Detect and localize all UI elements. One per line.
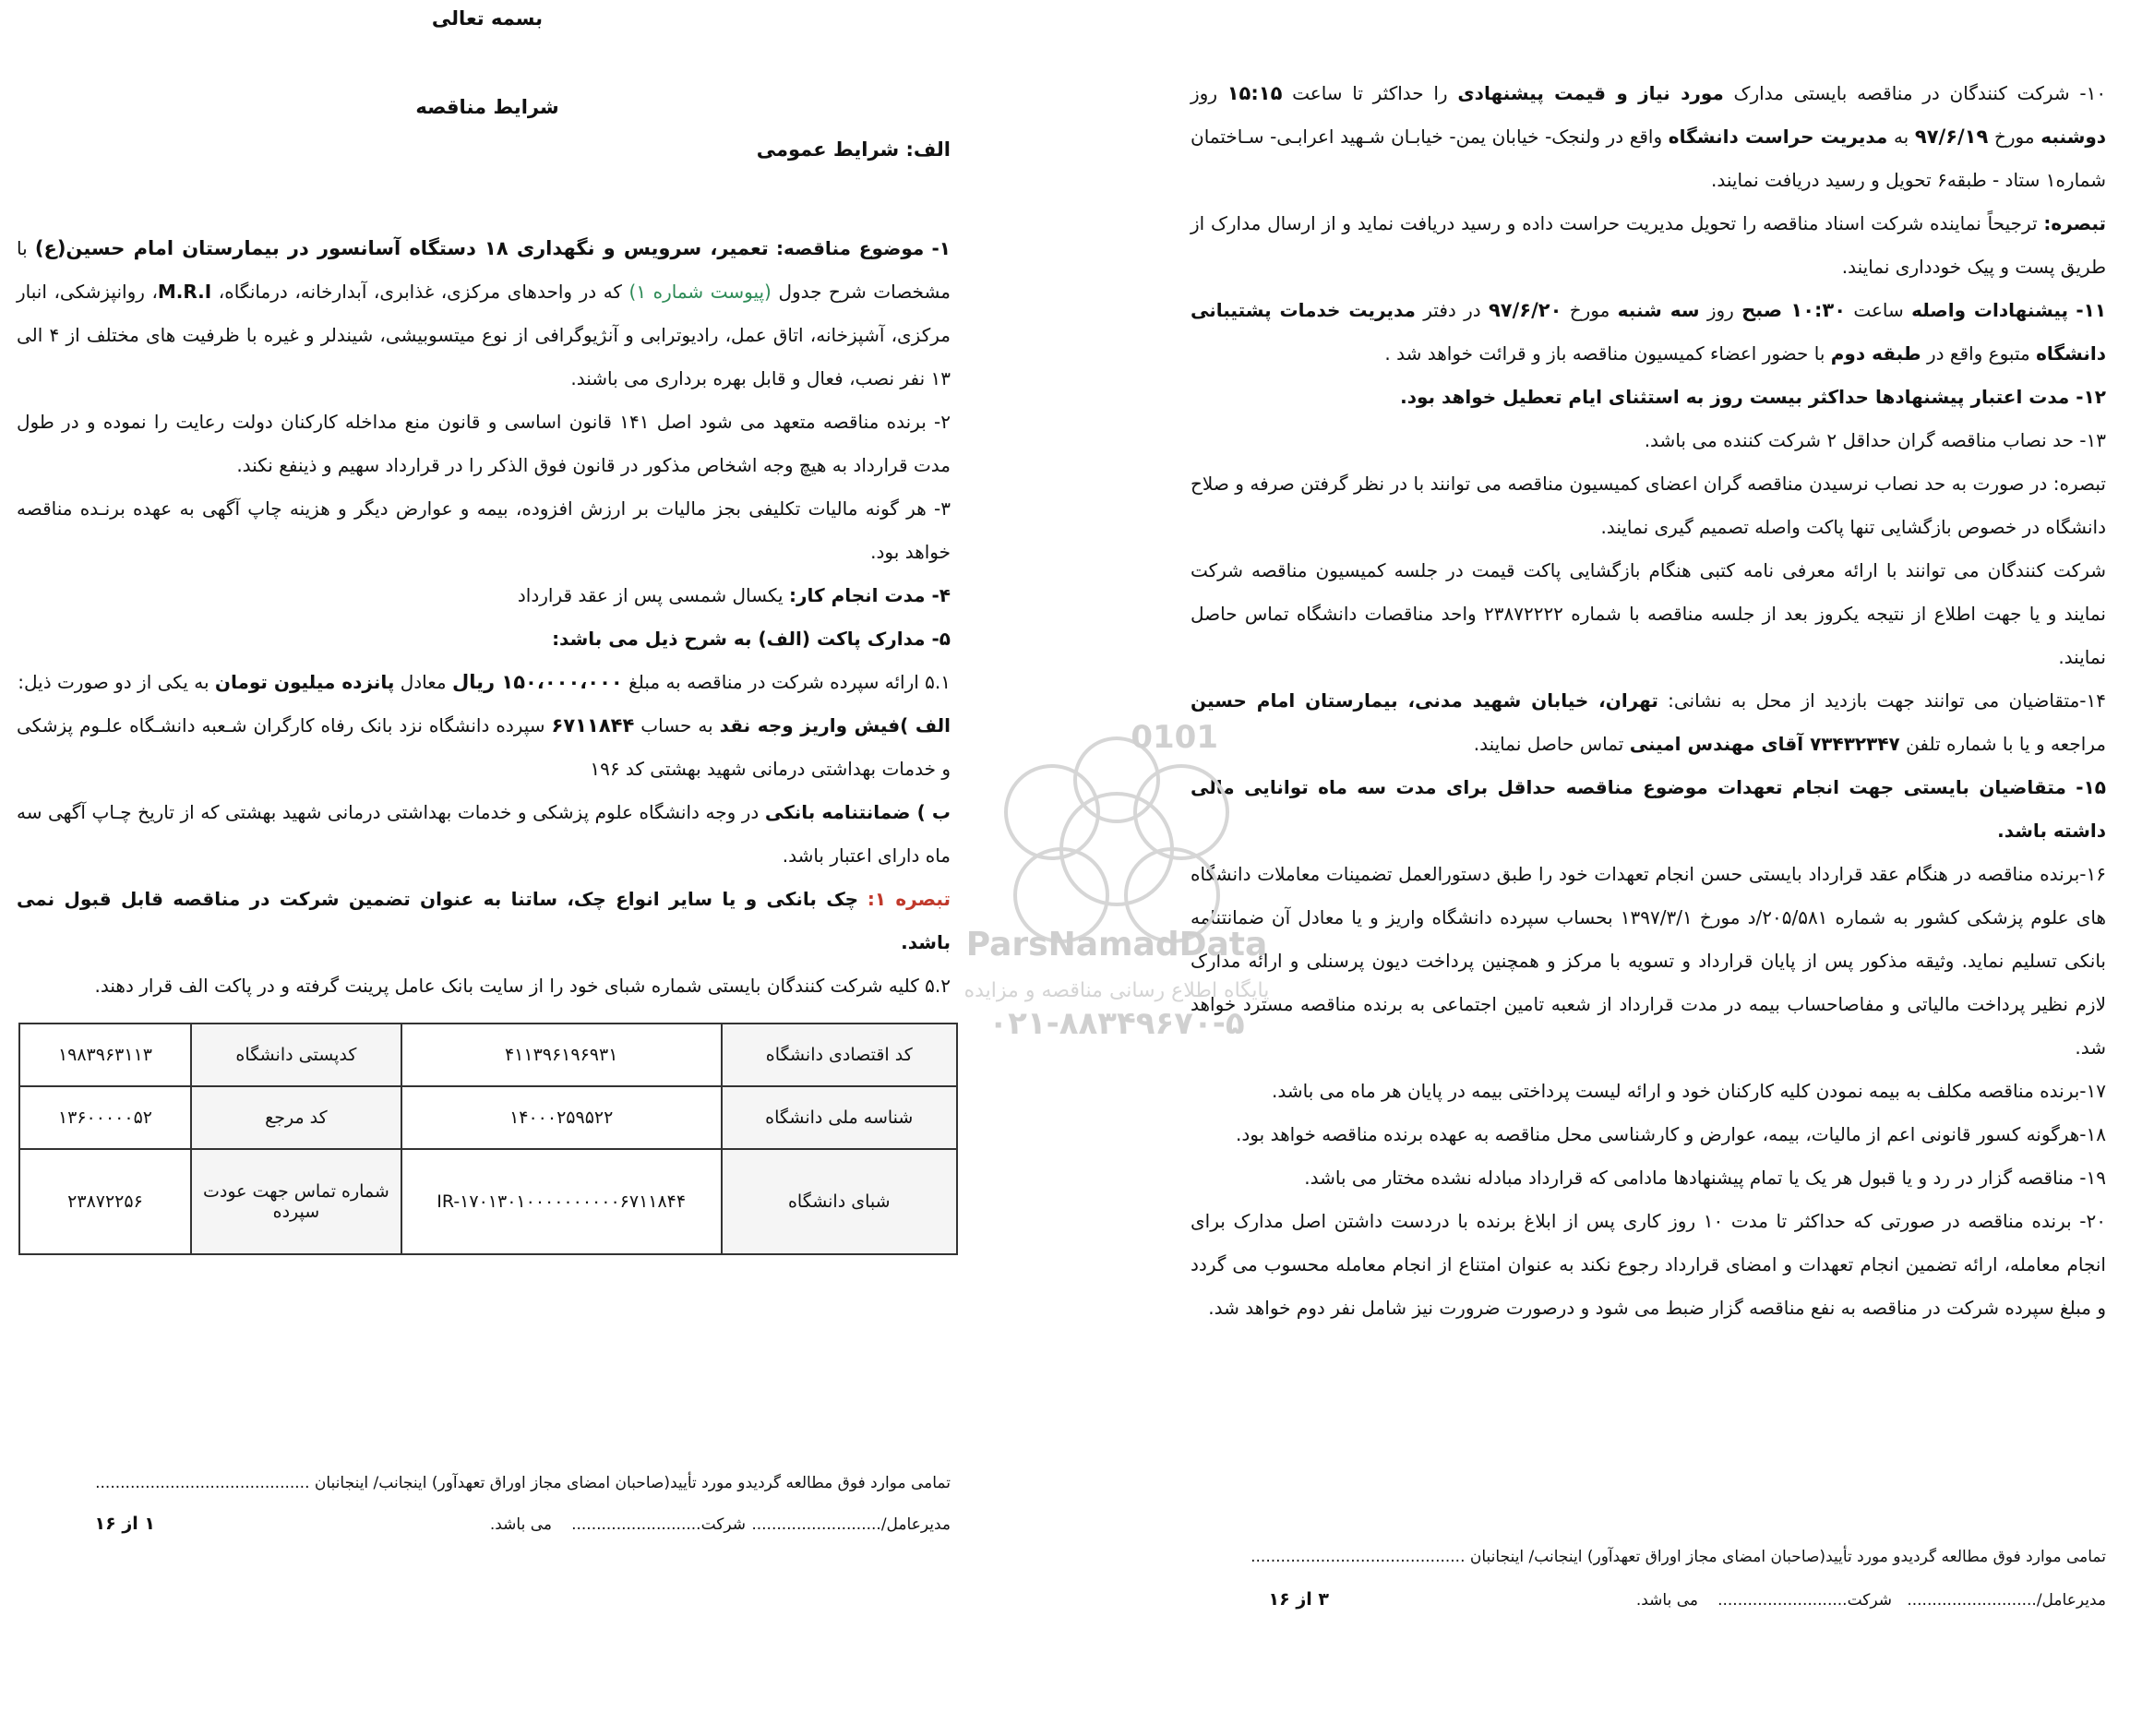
item-11-office: مدیریت خدمات پشتیبانی دانشگاه	[1191, 299, 2106, 365]
account-number: ۶۷۱۱۸۴۴	[551, 714, 635, 736]
note-1	[17, 878, 951, 964]
item-11	[1191, 289, 2106, 376]
item-10-text-d: مورخ	[1993, 126, 2035, 148]
signature-company: شرکت..........................	[1717, 1591, 1892, 1610]
note-10-text: ترجیحاً نماینده شرکت اسناد مناقصه را تحویل مدیریت حراست داده و رسید دریافت نماید و از ارسال مدارک از طریق پست و پیک خودداری نمایند.	[1191, 212, 2106, 278]
item-11-day: سه شنبه	[1617, 299, 1700, 321]
item-1-text-b: که در واحدهای مرکزی، غذابری، آبدارخانه، درمانگاه،	[218, 281, 622, 303]
signature-company: شرکت..........................	[571, 1515, 746, 1534]
signature-end: می باشد.	[1635, 1591, 1698, 1610]
table-cell-value: ۱۴۰۰۰۲۵۹۵۲۲	[401, 1086, 722, 1149]
item-11-text-e: متبوع واقع در	[1926, 342, 2030, 365]
table-cell-value: ۱۳۶۰۰۰۰۰۵۲	[19, 1086, 191, 1149]
deposit-words: پانزده میلیون تومان	[214, 671, 395, 693]
item-5-1	[17, 661, 951, 704]
item-17: ۱۷-برنده مناقصه مکلف به بیمه نمودن کلیه کارکنان خود و ارائه لیست پرداختی بیمه در پایان هر ماه می باشد.	[1272, 1080, 2106, 1102]
page-title: شرایط مناقصه	[415, 96, 559, 118]
option-a	[17, 704, 951, 791]
item-10-text-e: به	[1893, 126, 1909, 148]
item-5-1-text-c: به یکی از دو صورت ذیل:	[18, 671, 209, 693]
table-row	[19, 1149, 957, 1254]
table-cell-label: شناسه ملی دانشگاه	[722, 1086, 958, 1149]
item-5-2: ۵.۲ کلیه شرکت کنندگان بایستی شماره شبای خود را از سایت بانک عامل پرینت گرفته و در پاکت الف قرار دهند.	[94, 975, 951, 997]
item-5-1-text-b: معادل	[400, 671, 447, 693]
item-1-label: موضوع مناقصه:	[776, 237, 925, 259]
note-10	[1191, 202, 2106, 289]
option-a-label: الف )فیش واریز وجه نقد	[719, 714, 951, 736]
item-5-1-text-a: ارائه سپرده شرکت در مناقصه به مبلغ	[628, 671, 919, 693]
item-14-phone: ۷۳۴۳۲۳۴۷ آقای مهندس امینی	[1629, 733, 1900, 755]
item-10-time: ۱۵:۱۵	[1227, 82, 1283, 104]
item-1-mri: M.R.I	[157, 281, 212, 303]
right-body	[1191, 72, 2106, 1330]
left-body	[17, 227, 951, 1008]
item-16: ۱۶-برنده مناقصه در هنگام عقد قرارداد بایستی حسن انجام تعهدات خود را طبق دستورالعمل تضمینات معاملات دانشگاه های علوم پزشکی کشور به شماره ۲۰۵/۵۸۱/د مورخ ۱۳۹۷/۳/۱ بحساب سپرده دانشگاه واریز و یا معادل آن ضمانتنامه بانکی تسلیم نماید. وثیقه مذکور پس از پایان قرارداد و تسویه با مرکز و همچنین پرداخت دیون پرسنلی و ارائه مدارک لازم نظیر پرداخت مالیاتی و مفاصاحساب بیمه در مدت قرارداد از شعبه تامین اجتماعی به برنده مناقصه مسترد خواهد شد.	[1191, 863, 2106, 1059]
signature-line: تمامی موارد فوق مطالعه گردیدو مورد تأیید(صاحبان امضای مجاز اوراق تعهدآور) اینجانب/ اینجانبان ...........................................	[1251, 1548, 2106, 1566]
item-11-label: پیشنهادات واصله	[1911, 299, 2069, 321]
watermark-caption: پایگاه اطلاع رسانی مناقصه و مزایده	[963, 979, 1270, 1002]
table-cell-value: ۲۳۸۷۲۲۵۶	[19, 1149, 191, 1254]
item-10-text-a: ۱۰- شرکت کنندگان در مناقصه بایستی مدارک	[1733, 82, 2107, 104]
item-10-day: دوشنبه	[2040, 126, 2107, 148]
item-18: ۱۸-هرگونه کسور قانونی اعم از مالیات، بیمه، عوارض و کارشناسی محل مناقصه به عهده برنده مناقصه خواهد بود.	[1236, 1123, 2106, 1145]
watermark-brand: ParsNamadData	[965, 926, 1268, 964]
item-14-text-c: تماس حاصل نمایند.	[1473, 733, 1624, 755]
item-11-num: ۱۱-	[2076, 299, 2107, 321]
item-1-subject: تعمیر، سرویس و نگهداری ۱۸ دستگاه آسانسور در بیمارستان امام حسین(ع)	[34, 237, 769, 259]
table-cell-label: کدپستی دانشگاه	[191, 1024, 401, 1086]
section-heading: الف: شرایط عمومی	[756, 138, 951, 161]
item-10	[1191, 72, 2106, 202]
option-a-text-b: سپرده دانشگاه نزد بانک رفاه کارگران شـعبه دانشـگاه علـوم پزشکی و خدمات بهداشتی درمانی شهید بهشتی کد ۱۹۶	[17, 714, 951, 780]
watermark-phone: ۰۲۱-۸۸۳۴۹۶۷۰-۵	[988, 1005, 1245, 1042]
note-1-text: چک بانکی و یا سایر انواع چک، ساتنا به عنوان تضمین شرکت در مناقصه قابل قبول نمی باشد.	[17, 888, 951, 953]
note-10-label: تبصره:	[2043, 212, 2106, 234]
table-row	[19, 1024, 957, 1086]
item-14-text-b: مراجعه و یا با شماره تلفن	[1906, 733, 2106, 755]
item-4-text: یکسال شمسی پس از عقد قرارداد	[517, 584, 784, 606]
note-13: تبصره: در صورت به حد نصاب نرسیدن مناقصه گران اعضای کمیسیون مناقصه می توانند با در نظر گرفتن صرفه و صلاح دانشگاه در خصوص بازگشایی تنها پاکت واصله تصمیم گیری نمایند.	[1191, 473, 2106, 538]
university-info-table	[18, 1023, 958, 1255]
item-11-text-a: ساعت	[1853, 299, 1904, 321]
item-14-text-a: ۱۴-متقاضیان می توانند جهت بازدید از محل به نشانی:	[1668, 689, 2106, 712]
page-number: ۳ از ۱۶	[1268, 1589, 1329, 1610]
item-1-text-c: ، روانپزشکی، انبار مرکزی، آشپزخانه، اتاق عمل، رادیوترابی و آنژیوگرافی از نوع میتسوبیشی، شیندلر و غیره با ظرفیت های مختلف از ۴ الی ۱۳ نفر نصب، فعال و قابل بهره برداری می باشند.	[17, 281, 951, 389]
table-cell-label: شبای دانشگاه	[722, 1149, 958, 1254]
item-19: ۱۹- مناقصه گزار در رد و یا قبول هر یک یا تمام پیشنهادها مادامی که قرارداد مبادله نشده مختار می باشد.	[1304, 1167, 2106, 1189]
page-number: ۱ از ۱۶	[94, 1514, 155, 1534]
item-11-text-d: در دفتر	[1423, 299, 1481, 321]
item-12: ۱۲- مدت اعتبار پیشنهادها حداکثر بیست روز به استثنای ایام تعطیل خواهد بود.	[1400, 386, 2106, 408]
table-cell-label: کد مرجع	[191, 1086, 401, 1149]
option-b-text: در وجه دانشگاه علوم پزشکی و خدمات بهداشتی درمانی شهید بهشتی که از تاریخ چـاپ آگهی سه ماه دارای اعتبار باشد.	[17, 801, 951, 867]
item-15: ۱۵- متقاضیان بایستی جهت انجام تعهدات موضوع مناقصه حداقل برای مدت سه ماه توانایی مالی داشته باشد.	[1191, 776, 2106, 842]
table-cell-value: ۱۹۸۳۹۶۳۱۱۳	[19, 1024, 191, 1086]
item-4	[17, 574, 951, 617]
table-row	[19, 1086, 957, 1149]
item-10-date: ۹۷/۶/۱۹	[1914, 126, 1989, 148]
item-10-text-f: واقع در ولنجک- خیابان یمن- خیابـان شـهید اعرابـی- سـاختمان شماره۱ ستاد - طبقه۶ تحویل و رسید دریافت نمایند.	[1191, 126, 2106, 191]
item-4-label: ۴- مدت انجام کار:	[788, 584, 951, 606]
item-5-1-num: ۵.۱	[925, 671, 951, 693]
item-14-address: تهران، خیابان شهید مدنی، بیمارستان امام حسین	[1191, 689, 1658, 712]
item-20: ۲۰- برنده مناقصه در صورتی که حداکثر تا مدت ۱۰ روز کاری پس از ابلاغ برنده با دردست داشتن اصل مدارک برای انجام معامله، ارائه تضمین انجام تعهدات و امضای قرارداد رجوع نکند به عنوان امتناع از انجام معامله محسوب می گردد و مبلغ سپرده شرکت در مناقصه به نفع مناقصه گزار ضبط می شود و درصورت ضرورت نیز شامل نفر دوم خواهد شد.	[1191, 1210, 2106, 1319]
item-10-office: مدیریت حراست دانشگاه	[1668, 126, 1888, 148]
item-10-text-c: روز	[1191, 82, 1217, 104]
option-a-text-a: به حساب	[640, 714, 713, 736]
item-11-floor: طبقه دوم	[1830, 342, 1921, 365]
table-cell-value: IR-۱۷۰۱۳۰۱۰۰۰۰۰۰۰۰۰۰۶۷۱۱۸۴۴	[401, 1149, 722, 1254]
table-cell-label: کد اقتصادی دانشگاه	[722, 1024, 958, 1086]
item-2: ۲- برنده مناقصه متعهد می شود اصل ۱۴۱ قانون اساسی و قانون منع مداخله کارکنان دولت رعایت را نموده و در طول مدت قرارداد به هیچ وجه اشخاص مذکور در قانون فوق الذکر را در قرارداد سهیم و ذینفع نکند.	[17, 411, 951, 476]
item-3: ۳- هر گونه مالیات تکلیفی بجز مالیات بر ارزش افزوده، بیمه و عوارض دیگر و هزینه چاپ آگهی به عهده برنـده مناقصه خواهد بود.	[17, 497, 951, 563]
item-13-b: شرکت کنندگان می توانند با ارائه معرفی نامه کتبی هنگام بازگشایی پاکت قیمت در جلسه کمیسیون مناقصه شرکت نمایند و یا جهت اطلاع از نتیجه یکروز بعد از جلسه مناقصه با شماره ۲۳۸۷۲۲۲۲ واحد مناقصات دانشگاه تماس حاصل نمایند.	[1191, 559, 2106, 668]
deposit-amount: ۱۵۰،۰۰۰،۰۰۰ ریال	[452, 671, 623, 693]
table-cell-label: شماره تماس جهت عودت سپرده	[191, 1149, 401, 1254]
item-1-text-a: با مشخصات شرح جدول	[17, 237, 951, 303]
option-b-label: ب ) ضمانتنامه بانکی	[764, 801, 951, 823]
item-10-text-b: را حداکثر تا ساعت	[1292, 82, 1448, 104]
item-11-text-b: روز	[1706, 299, 1734, 321]
signature-line: تمامی موارد فوق مطالعه گردیدو مورد تأیید(صاحبان امضای مجاز اوراق تعهدآور) اینجانب/ اینجانبان ...........................................	[95, 1474, 951, 1492]
annex-link: (پیوست شماره ۱)	[628, 281, 772, 303]
note-1-label: تبصره ۱:	[867, 888, 951, 910]
item-11-text-c: مورخ	[1569, 299, 1610, 321]
option-b	[17, 791, 951, 878]
item-14	[1191, 679, 2106, 766]
item-1	[17, 227, 951, 401]
item-13: ۱۳- حد نصاب مناقصه گران حداقل ۲ شرکت کننده می باشد.	[1644, 429, 2106, 451]
signature-ceo: مدیرعامل/..........................	[1907, 1591, 2106, 1610]
watermark-digits: 0101	[1131, 719, 1218, 756]
table-cell-value: ۴۱۱۳۹۶۱۹۶۹۳۱	[401, 1024, 722, 1086]
item-11-time: ۱۰:۳۰ صبح	[1741, 299, 1847, 321]
item-11-text-f: با حضور اعضاء کمیسیون مناقصه باز و قرائت خواهد شد .	[1384, 342, 1825, 365]
signature-end: می باشد.	[489, 1515, 552, 1534]
item-11-date: ۹۷/۶/۲۰	[1488, 299, 1562, 321]
page-heading: بسمه تعالی	[431, 7, 544, 30]
item-5: ۵- مدارک پاکت (الف) به شرح ذیل می باشد:	[552, 628, 951, 650]
item-1-num: ۱-	[931, 237, 951, 259]
signature-ceo: مدیرعامل/..........................	[751, 1515, 951, 1534]
item-10-docs: مورد نیاز و قیمت پیشنهادی	[1457, 82, 1724, 104]
